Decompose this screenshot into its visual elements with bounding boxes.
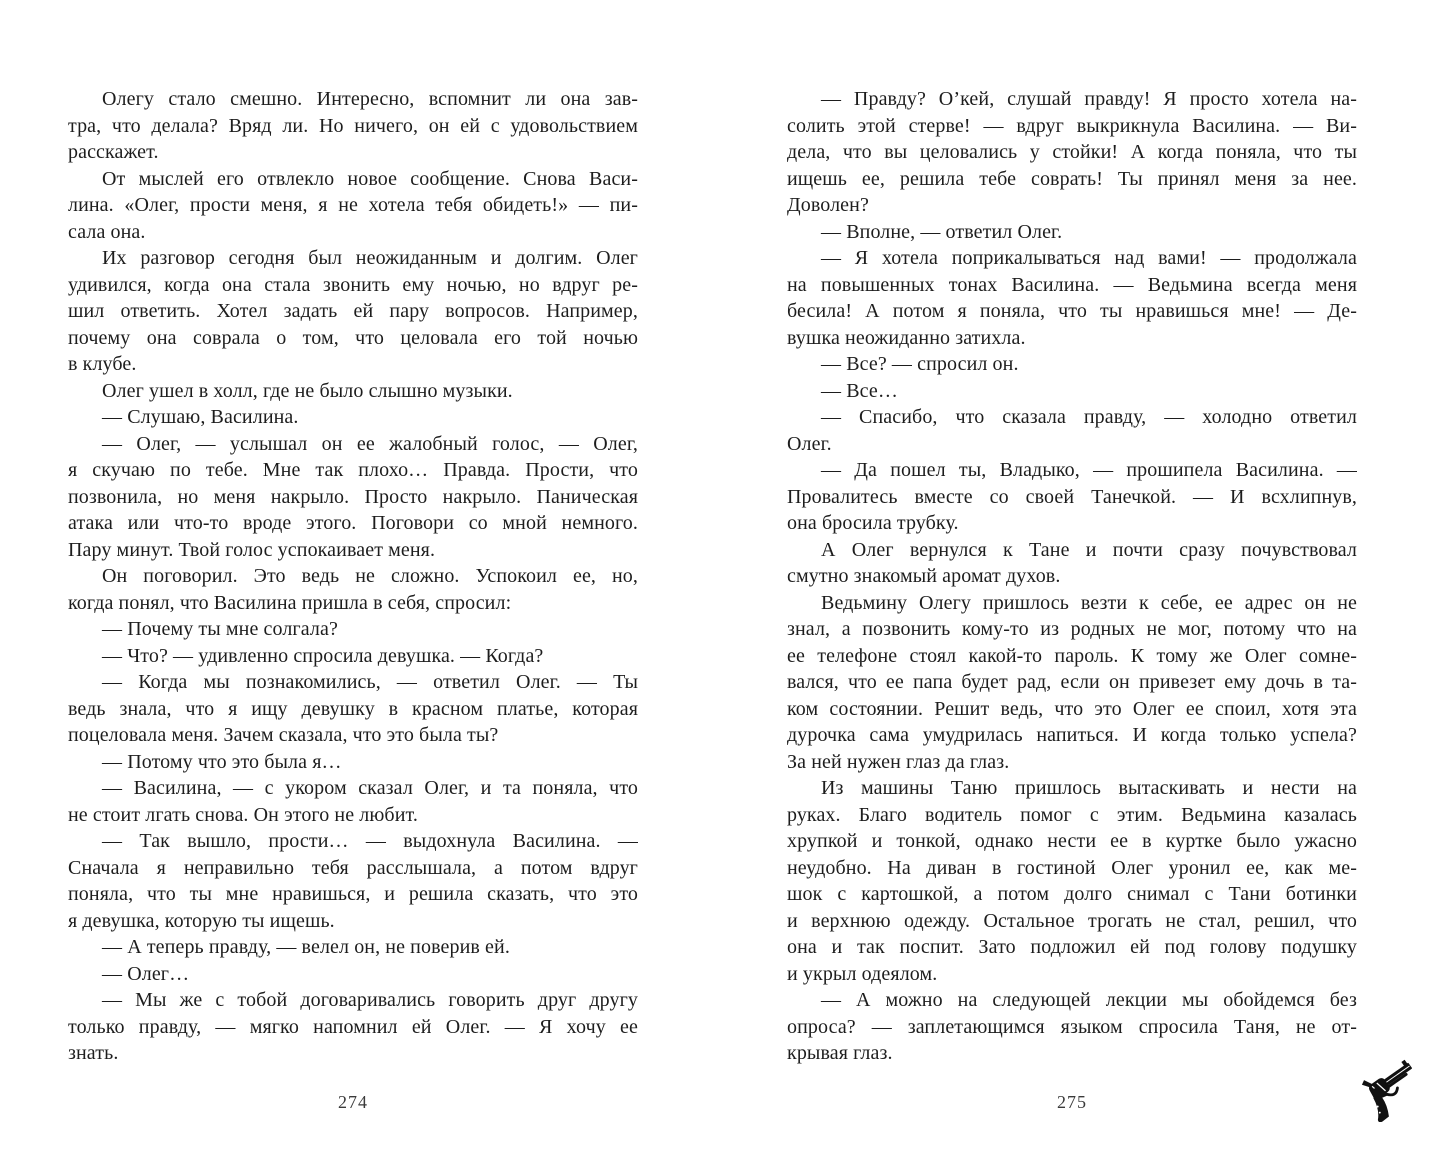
text-line: она бросила трубку.	[787, 512, 959, 534]
revolver-icon	[1350, 1058, 1424, 1122]
text-line: За ней нужен глаз да глаз.	[787, 750, 1010, 773]
text-line: я скучаю по тебе. Мне так плохо… Правда. Прости, что	[68, 459, 638, 481]
text-line: — Что? — удивленно спросила девушка. — Когда?	[102, 644, 544, 667]
paragraph	[68, 166, 638, 246]
paragraph	[787, 590, 1357, 776]
paragraph	[787, 351, 1357, 378]
text-line: почему она соврала о том, что целовала его той ночью	[68, 326, 638, 349]
text-line: вался, что ее папа будет рад, если он привезет ему дочь в та-	[787, 671, 1357, 693]
text-line: неудобно. На диван в гостиной Олег уронил ее, как ме-	[787, 856, 1357, 879]
text-line: Пару минут. Твой голос успокаивает меня.	[68, 538, 436, 561]
text-line: солить этой стерве! — вдруг выкрикнула Василина. — Ви-	[787, 114, 1357, 137]
text-line: Олег.	[787, 432, 832, 455]
text-line: Олегу стало смешно. Интересно, вспомнит ли она зав-	[102, 88, 638, 110]
text-line: — Олег…	[102, 962, 190, 985]
text-line: расскажет.	[68, 141, 159, 163]
text-line: Ведьмину Олегу пришлось везти к себе, ее адрес он не	[821, 591, 1357, 614]
text-line: — Все…	[821, 379, 898, 402]
text-line: — А теперь правду, — велел он, не поверив ей.	[102, 936, 510, 958]
text-line: Их разговор сегодня был неожиданным и долгим. Олег	[102, 247, 638, 269]
page-left-text	[68, 86, 638, 1067]
text-line: Доволен?	[787, 194, 869, 216]
text-line: позвонила, но меня накрыло. Просто накрыло. Паническая	[68, 485, 638, 508]
paragraph	[68, 431, 638, 564]
paragraph	[68, 404, 638, 431]
text-line: Олег ушел в холл, где не было слышно музыки.	[102, 379, 513, 402]
text-line: — Слушаю, Василина.	[102, 406, 299, 428]
text-line: — Вполне, — ответил Олег.	[821, 220, 1063, 243]
text-line: — Все? — спросил он.	[821, 353, 1019, 375]
text-line: тра, что делала? Вряд ли. Но ничего, он ей с удовольствием	[68, 114, 638, 137]
paragraph	[787, 378, 1357, 405]
text-line: не стоит лгать снова. Он этого не любит.	[68, 803, 418, 826]
text-line: лина. «Олег, прости меня, я не хотела тебя обидеть!» — пи-	[68, 194, 638, 216]
paragraph	[68, 828, 638, 934]
page-right-text	[787, 86, 1357, 1067]
text-line: дела, что вы целовались у стойки! А когда поняла, что ты	[787, 141, 1357, 163]
text-line: хрупкой и тонкой, однако нести ее в куртке было ужасно	[787, 830, 1357, 852]
text-line: От мыслей его отвлекло новое сообщение. Снова Васи-	[102, 167, 638, 190]
text-line: Сначала я неправильно тебя расслышала, а потом вдруг	[68, 856, 638, 879]
text-line: вушка неожиданно затихла.	[787, 326, 1026, 349]
paragraph	[787, 86, 1357, 219]
paragraph	[68, 669, 638, 749]
text-line: дурочка сама умудрилась напиться. И когда только успела?	[787, 724, 1357, 746]
text-line: — Спасибо, что сказала правду, — холодно ответил	[821, 406, 1357, 428]
text-line: сала она.	[68, 220, 146, 243]
text-line: — Когда мы познакомились, — ответил Олег. — Ты	[102, 671, 638, 693]
text-line: — Так вышло, прости… — выдохнула Василина. —	[102, 830, 638, 852]
text-line: смутно знакомый аромат духов.	[787, 565, 1061, 587]
text-line: крывая глаз.	[787, 1042, 893, 1064]
text-line: ком состоянии. Решит ведь, что это Олег ее споил, хотя эта	[787, 697, 1357, 720]
paragraph	[68, 643, 638, 670]
text-line: и укрыл одеялом.	[787, 962, 938, 985]
text-line: ищешь ее, решила тебе соврать! Ты принял меня за нее.	[787, 167, 1357, 190]
text-line: я девушка, которую ты ищешь.	[68, 909, 335, 932]
text-line: — Почему ты мне солгала?	[102, 618, 338, 640]
page-number-left: 274	[338, 1092, 368, 1112]
text-line: бесила! А потом я поняла, что ты нравишься мне! — Де-	[787, 300, 1357, 322]
paragraph	[68, 987, 638, 1067]
text-line: ведь знала, что я ищу девушку в красном платье, которая	[68, 697, 638, 720]
text-line: — Правду? О’кей, слушай правду! Я просто хотела на-	[821, 88, 1357, 110]
paragraph	[68, 775, 638, 828]
text-line: атака или что-то вроде этого. Поговори со мной немного.	[68, 512, 638, 534]
paragraph	[787, 775, 1357, 987]
text-line: — Василина, — с укором сказал Олег, и та поняла, что	[102, 777, 638, 799]
text-line: — Олег, — услышал он ее жалобный голос, — Олег,	[102, 432, 638, 455]
text-line: — Я хотела поприкалываться над вами! — продолжала	[821, 247, 1357, 269]
paragraph	[787, 245, 1357, 351]
page-number-right: 275	[1057, 1092, 1087, 1112]
paragraph	[68, 563, 638, 616]
paragraph	[787, 457, 1357, 537]
text-line: поцеловала меня. Зачем сказала, что это была ты?	[68, 724, 499, 746]
text-line: — Да пошел ты, Владыко, — прошипела Василина. —	[821, 459, 1357, 481]
text-line: шил ответить. Хотел задать ей пару вопросов. Например,	[68, 300, 638, 322]
text-line: Провалитесь вместе со своей Танечкой. — И всхлипнув,	[787, 485, 1357, 508]
paragraph	[68, 749, 638, 776]
paragraph	[787, 219, 1357, 246]
text-line: поняла, что ты мне нравишься, и решила сказать, что это	[68, 883, 638, 905]
text-line: в клубе.	[68, 353, 137, 375]
paragraph	[68, 961, 638, 988]
text-line: удивился, когда она стала звонить ему ночью, но вдруг ре-	[68, 273, 638, 296]
text-line: опроса? — заплетающимся языком спросила Таня, не от-	[787, 1015, 1357, 1038]
text-line: только правду, — мягко напомнил ей Олег. — Я хочу ее	[68, 1015, 638, 1038]
text-line: знал, а позвонить кому-то из родных не мог, потому что на	[787, 618, 1357, 640]
text-line: на повышенных тонах Василина. — Ведьмина всегда меня	[787, 273, 1357, 296]
text-line: и верхнюю одежду. Остальное трогать не стал, решил, что	[787, 909, 1357, 932]
paragraph	[68, 616, 638, 643]
text-line: Из машины Таню пришлось вытаскивать и нести на	[821, 777, 1357, 799]
text-line: — Мы же с тобой договаривались говорить друг другу	[102, 989, 638, 1011]
paragraph	[68, 934, 638, 961]
paragraph	[787, 987, 1357, 1067]
text-line: Он поговорил. Это ведь не сложно. Успокоил ее, но,	[102, 565, 638, 587]
text-line: знать.	[68, 1042, 119, 1064]
text-line: А Олег вернулся к Тане и почти сразу почувствовал	[821, 538, 1357, 561]
paragraph	[68, 245, 638, 378]
text-line: она и так поспит. Зато подложил ей под голову подушку	[787, 936, 1357, 958]
text-line: ее телефоне стоял какой-то пароль. К тому же Олег сомне-	[787, 644, 1357, 667]
text-line: шок с картошкой, а потом долго снимал с Тани ботинки	[787, 883, 1357, 905]
text-line: — А можно на следующей лекции мы обойдемся без	[821, 989, 1357, 1011]
paragraph	[68, 378, 638, 405]
paragraph	[787, 537, 1357, 590]
paragraph	[787, 404, 1357, 457]
text-line: когда понял, что Василина пришла в себя, спросил:	[68, 591, 512, 614]
paragraph	[68, 86, 638, 166]
text-line: — Потому что это была я…	[102, 750, 342, 773]
text-line: руках. Благо водитель помог с этим. Ведьмина казалась	[787, 803, 1357, 826]
